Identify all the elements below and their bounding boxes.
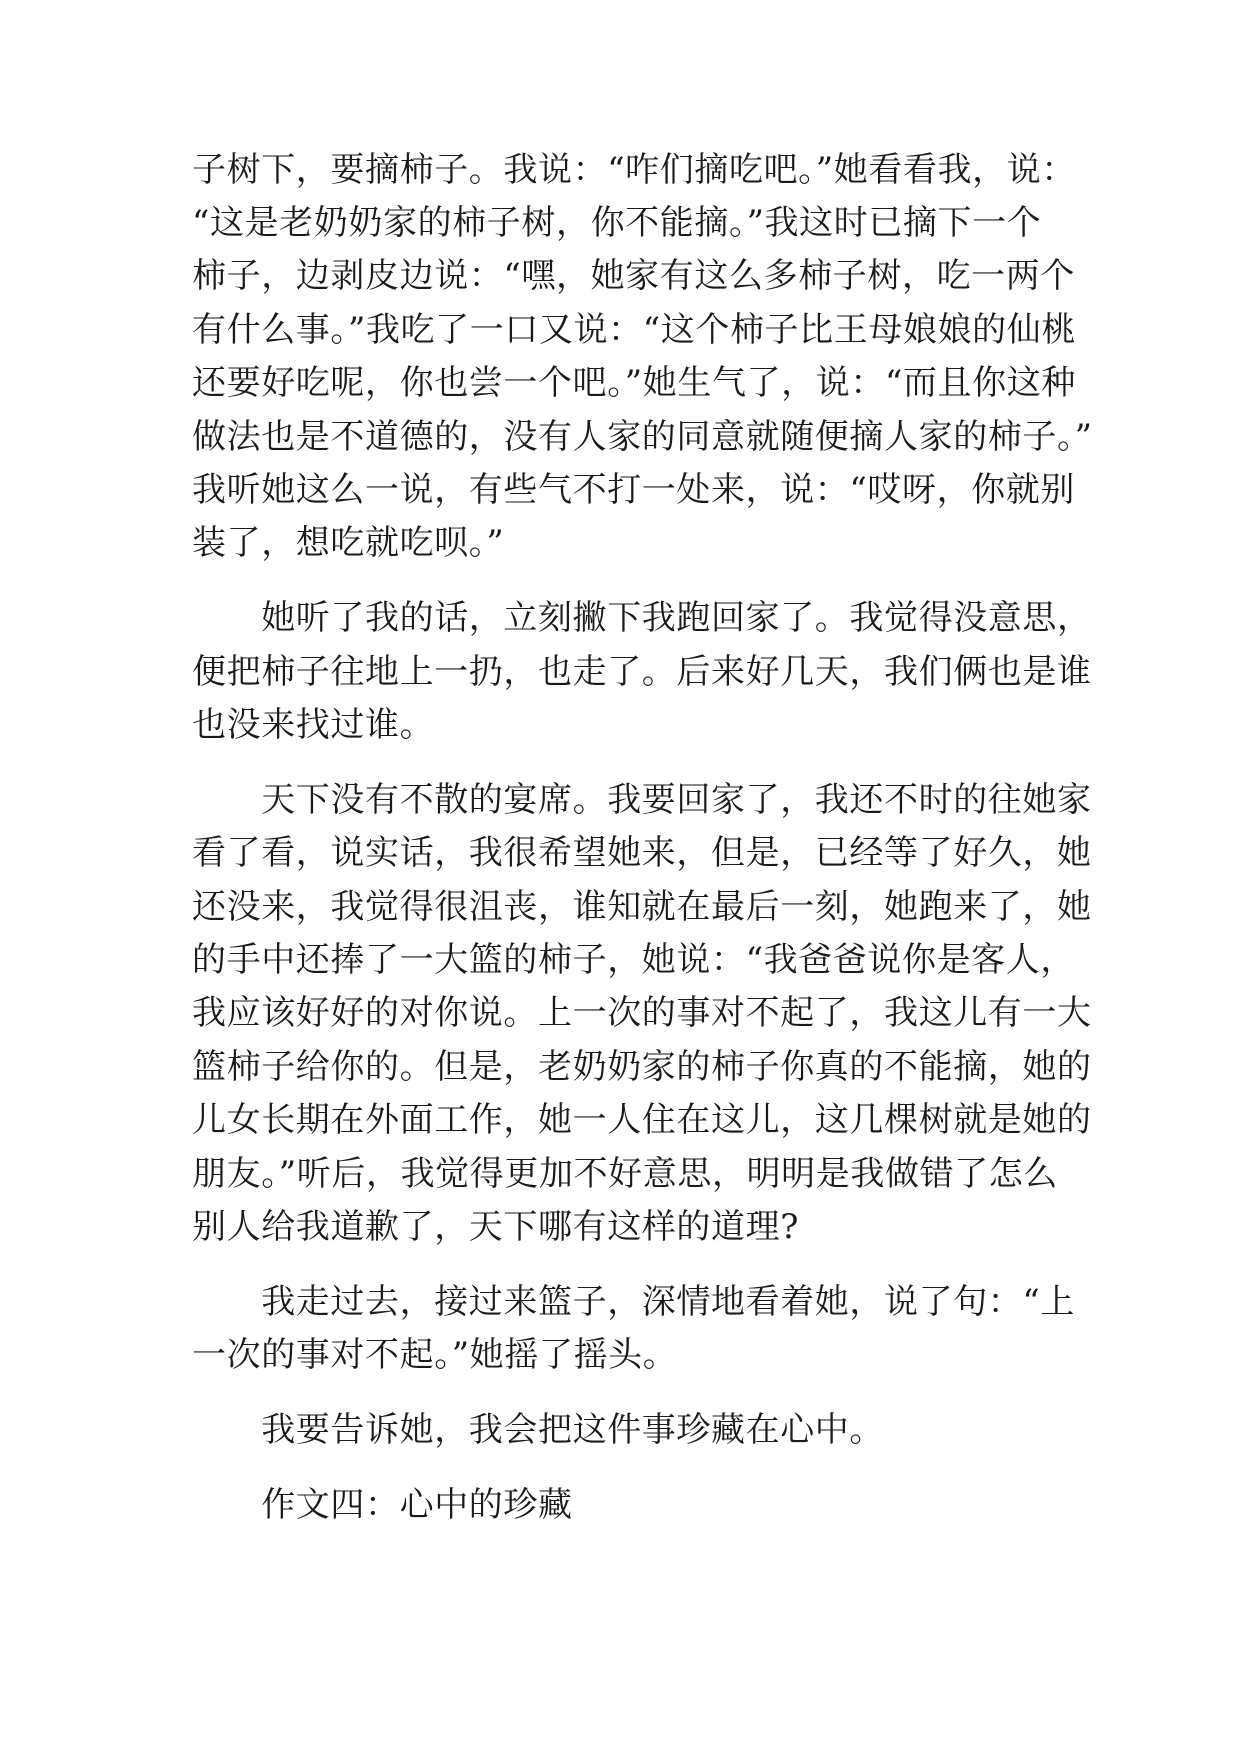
text-line: 天下没有不散的宴席。我要回家了，我还不时的往她家 [192,780,1092,820]
text-line: 朋友。”听后，我觉得更加不好意思，明明是我做错了怎么 [192,1154,1058,1194]
text-line: 的手中还捧了一大篮的柿子，她说：“我爸爸说你是客人， [192,940,1075,980]
text-line: 有什么事。”我吃了一口又说：“这个柿子比王母娘娘的仙桃 [192,310,1076,350]
text-line: 便把柿子往地上一扔，也走了。后来好几天，我们俩也是谁 [192,652,1092,692]
text-line: 儿女长期在外面工作，她一人住在这儿，这几棵树就是她的 [192,1100,1092,1140]
text-line: 看了看，说实话，我很希望她来，但是，已经等了好久，她 [192,833,1092,873]
text-line: 还没来，我觉得很沮丧，谁知就在最后一刻，她跑来了，她 [192,887,1092,927]
text-line: 她听了我的话，立刻撇下我跑回家了。我觉得没意思， [192,598,1092,638]
text-line: 柿子，边剥皮边说：“嘿，她家有这么多柿子树，吃一两个 [192,256,1075,296]
text-line: 篮柿子给你的。但是，老奶奶家的柿子你真的不能摘，她的 [192,1047,1092,1087]
text-line: 还要好吃呢，你也尝一个吧。”她生气了，说：“而且你这种 [192,363,1076,403]
text-line: 我听她这么一说，有些气不打一处来，说：“哎呀，你就别 [192,470,1075,510]
text-line: 我走过去，接过来篮子，深情地看着她，说了句：“上 [192,1282,1075,1322]
text-line: 我应该好好的对你说。上一次的事对不起了，我这儿有一大 [192,993,1092,1033]
text-line: 一次的事对不起。”她摇了摇头。 [192,1335,678,1375]
text-line: 做法也是不道德的，没有人家的同意就随便摘人家的柿子。” [192,417,1093,457]
section-heading: 作文四：心中的珍藏 [192,1485,573,1525]
text-line: 也没来找过谁。 [192,705,435,745]
text-line: 子树下，要摘柿子。我说：“咋们摘吃吧。”她看看我，说： [192,150,1076,190]
text-line: 我要告诉她，我会把这件事珍藏在心中。 [192,1410,884,1450]
text-line: “这是老奶奶家的柿子树，你不能摘。”我这时已摘下一个 [192,203,1042,243]
text-line: 装了，想吃就吃呗。” [192,523,505,563]
text-line: 别人给我道歉了，天下哪有这样的道理? [192,1207,800,1247]
